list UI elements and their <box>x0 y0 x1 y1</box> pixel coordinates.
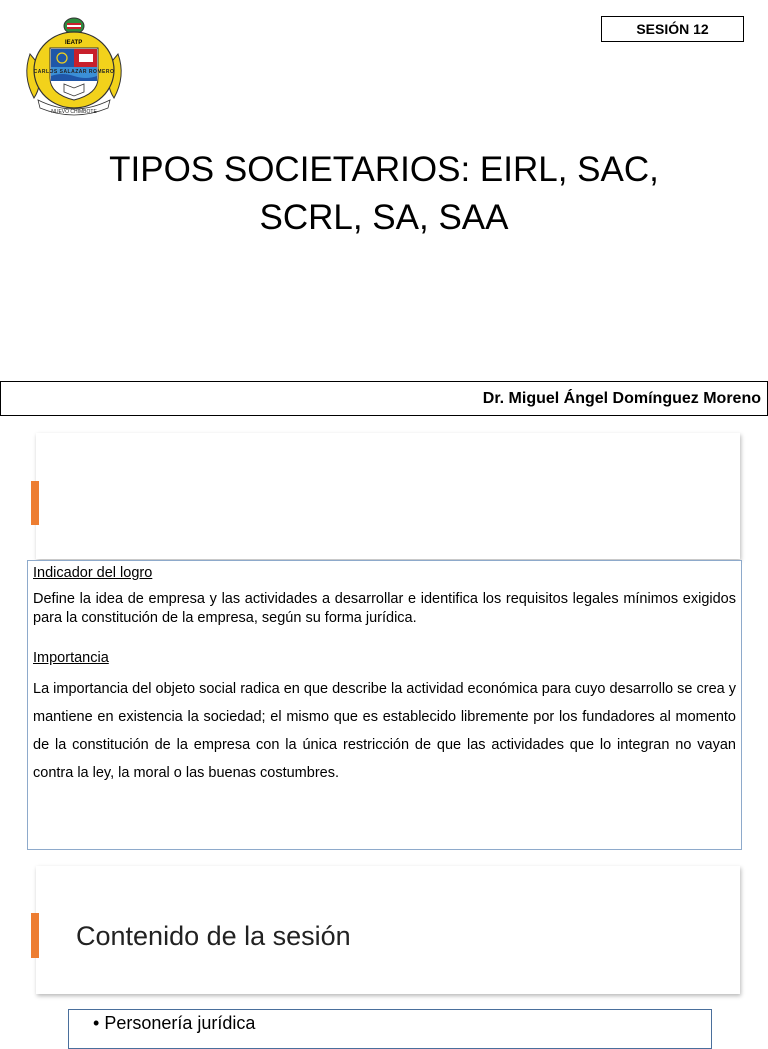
slide-title-line2: SCRL, SA, SAA <box>259 198 509 237</box>
accent-bar <box>31 913 39 958</box>
slide-title-line1: TIPOS SOCIETARIOS: EIRL, SAC, <box>109 150 659 189</box>
list-item: • Personería jurídica <box>93 1010 711 1036</box>
importance-heading: Importancia <box>33 650 109 666</box>
contents-list <box>68 1009 712 1049</box>
contents-title: Contenido de la sesión <box>76 921 351 951</box>
accent-bar <box>31 481 39 525</box>
indicator-heading: Indicador del logro <box>33 565 153 581</box>
school-crest-logo <box>20 14 128 118</box>
logo-top-text: IEATP <box>65 40 83 46</box>
logo-bottom-text: NUEVO CHIMBOTE <box>51 109 97 115</box>
logo-ring-text: CARLOS SALAZAR ROMERO <box>33 69 115 75</box>
importance-text: La importancia del objeto social radica en que describe la actividad económica para cuyo desarrollo se crea y mantiene en existencia la sociedad; el mismo que es establecido libremente por los fundadores al momento de la constitución de la empresa con la única restricción de que las actividades que lo integran no vayan contra la ley, la moral o las buenas costumbres. <box>33 681 736 781</box>
session-label: SESIÓN 12 <box>601 16 744 42</box>
slide-title <box>60 146 708 242</box>
indicator-text: Define la idea de empresa y las actividades a desarrollar e identifica los requisitos legales mínimos exigidos para la constitución de la empresa, según su forma jurídica. <box>33 591 736 626</box>
info-box <box>27 560 742 850</box>
slide-panel <box>36 433 740 559</box>
author-name: Dr. Miguel Ángel Domínguez Moreno <box>0 381 768 416</box>
